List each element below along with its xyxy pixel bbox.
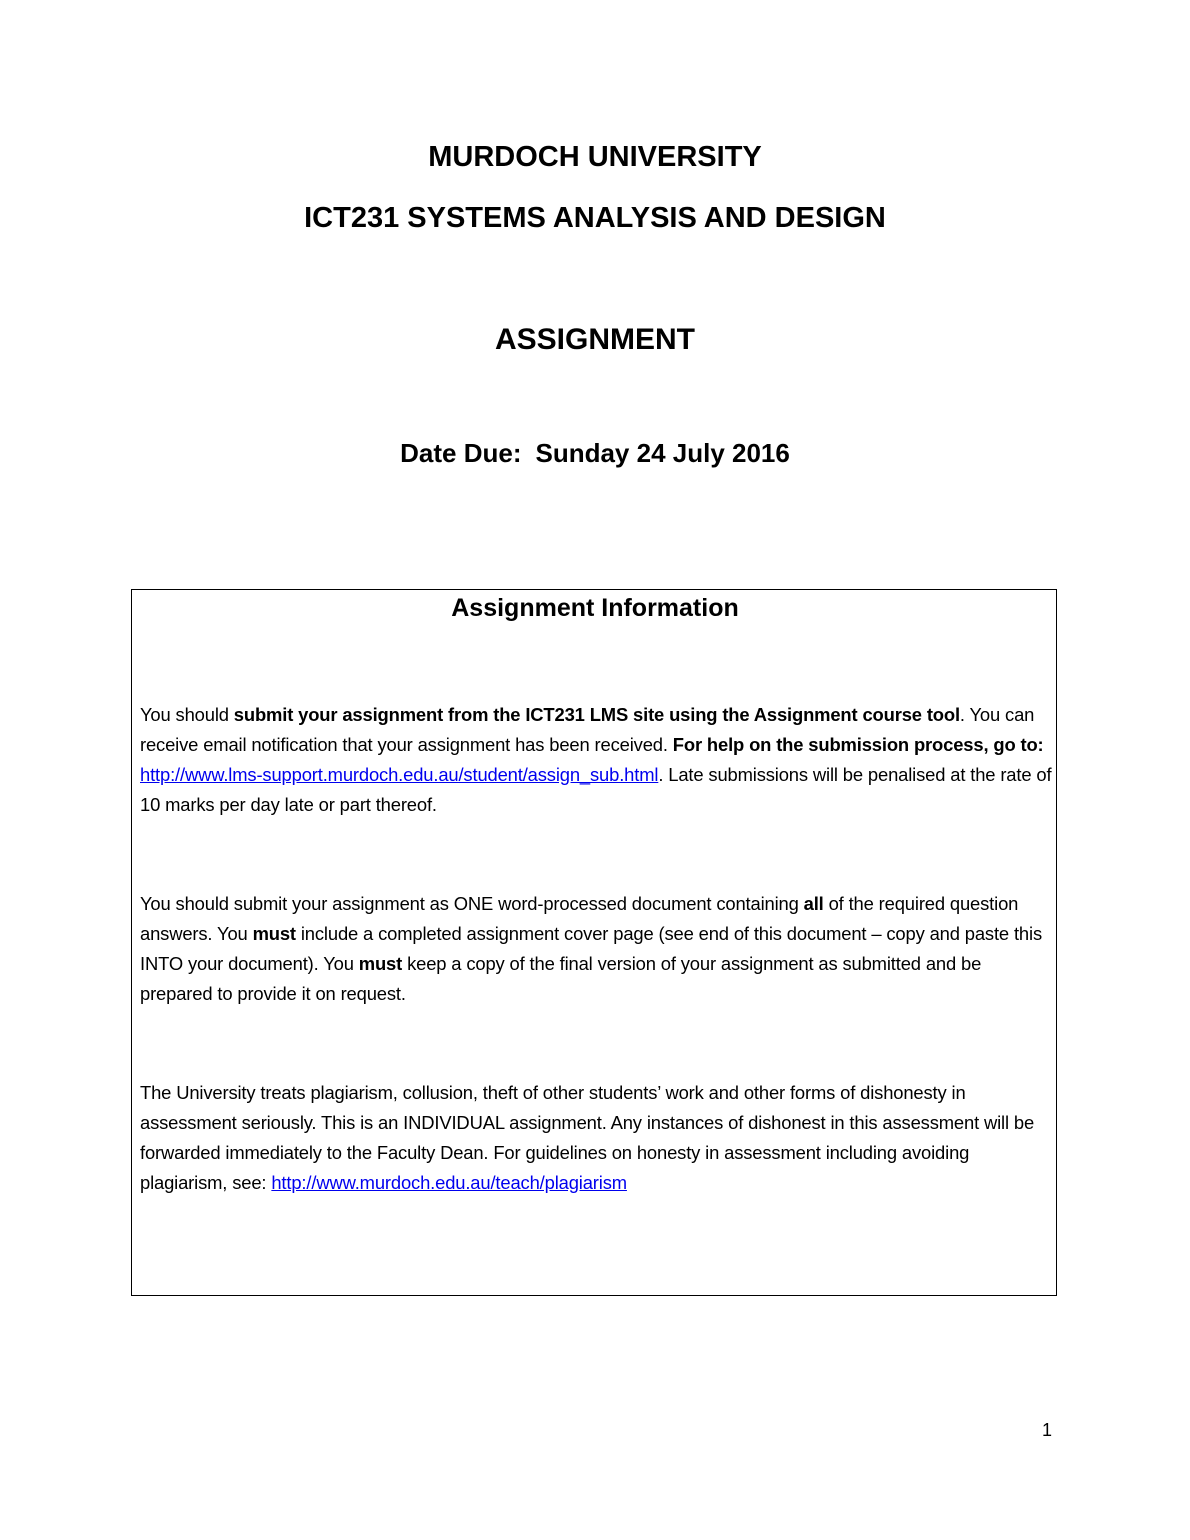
assignment-information-heading: Assignment Information — [451, 594, 739, 622]
page-number: 1 — [1041, 1420, 1052, 1440]
format-text-4: keep a copy of the final version of your assignment as submitted and be prepared to provide it on request. — [140, 953, 982, 1004]
document-type-title: ASSIGNMENT — [494, 323, 695, 356]
submission-bold-1: submit your assignment from the ICT231 LMS site using the Assignment course tool — [233, 704, 960, 725]
submission-paragraph — [140, 700, 1052, 820]
submission-text-2: . You can receive email notification that your assignment has been received. — [140, 704, 1035, 755]
format-bold-3: must — [358, 953, 403, 974]
format-text-2: of the required question answers. You — [140, 893, 1019, 944]
submission-bold-2: For help on the submission process, go to: — [672, 734, 1044, 755]
plagiarism-link[interactable]: http://www.murdoch.edu.au/teach/plagiarism — [271, 1172, 627, 1193]
plagiarism-text-1: The University treats plagiarism, collusion, theft of other students’ work and other forms of dishonesty in assessment seriously. This is an INDIVIDUAL assignment. Any instances of dishonest in this assessment will be forwarded immediately to the Faculty Dean. For guidelines on honesty in assessment including avoiding plagiarism, see: — [140, 1082, 1035, 1193]
submission-text-1: You should — [140, 704, 234, 725]
format-text-3: include a completed assignment cover page (see end of this document – copy and paste this INTO your document). You — [140, 923, 1042, 974]
format-paragraph — [140, 889, 1052, 1009]
plagiarism-paragraph — [140, 1078, 1052, 1198]
unit-title: ICT231 SYSTEMS ANALYSIS AND DESIGN — [304, 202, 886, 234]
due-date-value: Sunday 24 July 2016 — [535, 438, 790, 468]
format-bold-2: must — [252, 923, 296, 944]
due-date-line — [0, 438, 1190, 469]
submission-text-4: . Late submissions will be penalised at the rate of 10 marks per day late or part thereof. — [140, 764, 1052, 815]
lms-support-link[interactable]: http://www.lms-support.murdoch.edu.au/student/assign_sub.html — [140, 764, 659, 785]
format-text-1: You should submit your assignment as ONE word-processed document containing — [140, 893, 804, 914]
format-bold-1: all — [803, 893, 824, 914]
university-title: MURDOCH UNIVERSITY — [428, 141, 762, 173]
due-date-label: Date Due: — [400, 438, 522, 468]
